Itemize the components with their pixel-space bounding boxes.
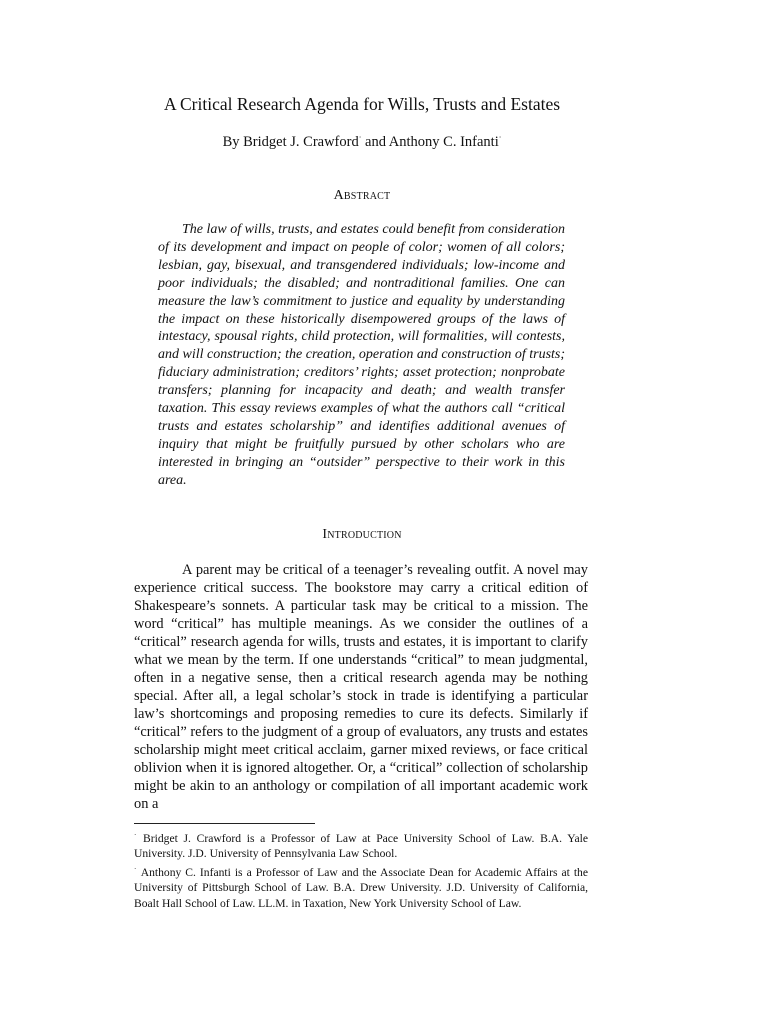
- author-crawford: By Bridget J. Crawford: [222, 134, 359, 150]
- abstract-heading: Abstract: [333, 188, 391, 203]
- abstract-paragraph: The law of wills, trusts, and estates could benefit from consideration of its development and impact on people of color; women of all colors; lesbian, gay, bisexual, and transgendered individuals; low-income and poor individuals; the disabled; and nontraditional families. One can measure the law’s commitment to justice and equality by understanding the impact on these historically disempowered groups of the laws of intestacy, spousal rights, child protection, will formalities, will contests, and will construction; the creation, operation and construction of trusts; fiduciary administration; creditors’ rights; asset protection; nonprobate transfers; planning for incapacity and death; and wealth transfer taxation. This essay reviews examples of what the authors call “critical trusts and estates scholarship” and identifies additional avenues of inquiry that might be fruitfully pursued by other scholars who are interested in bringing an “outsider” perspective to their work in this area.: [158, 222, 566, 488]
- introduction-heading: Introduction: [322, 527, 402, 542]
- footnote-1: [134, 831, 588, 862]
- author-byline: [0, 132, 724, 152]
- footnote-1-mark: ·: [134, 831, 137, 840]
- footnote-mark-1[interactable]: ·: [358, 133, 362, 143]
- footnotes-section: [134, 831, 588, 914]
- footnote-2: [134, 865, 588, 911]
- author-infanti: and Anthony C. Infanti: [361, 134, 499, 150]
- footnote-mark-2[interactable]: ·: [498, 133, 502, 143]
- footnote-2-mark: ·: [134, 864, 137, 873]
- introduction-paragraph: A parent may be critical of a teenager’s revealing outfit. A novel may experience critical success. The bookstore may carry a critical edition of Shakespeare’s sonnets. A particular task may be critical to a mission. The word “critical” has multiple meanings. As we consider the outlines of a “critical” research agenda for wills, trusts and estates, it is important to clarify what we mean by the term. If one understands “critical” to mean judgmental, often in a negative sense, then a critical research agenda may be nothing special. After all, a legal scholar’s stock in trade is identifying a particular law’s shortcomings and proposing remedies to cure its defects. Similarly if “critical” refers to the judgment of a group of evaluators, any trusts and estates scholarship might meet critical acclaim, garner mixed reviews, or face critical oblivion when it is ignored altogether. Or, a “critical” collection of scholarship might be akin to an anthology or compilation of all important academic work on a: [134, 562, 588, 812]
- paper-title: A Critical Research Agenda for Wills, Trusts and Estates: [163, 94, 561, 114]
- footnote-1-text: Bridget J. Crawford is a Professor of Law at Pace University School of Law. B.A. Yale University. J.D. University of Pennsylvania Law School.: [134, 832, 588, 861]
- footnote-2-text: Anthony C. Infanti is a Professor of Law and the Associate Dean for Academic Affairs at the University of Pittsburgh School of Law. B.A. Drew University. J.D. University of California, Boalt Hall School of Law. LL.M. in Taxation, New York University School of Law.: [134, 865, 588, 910]
- footnote-divider: [134, 823, 315, 824]
